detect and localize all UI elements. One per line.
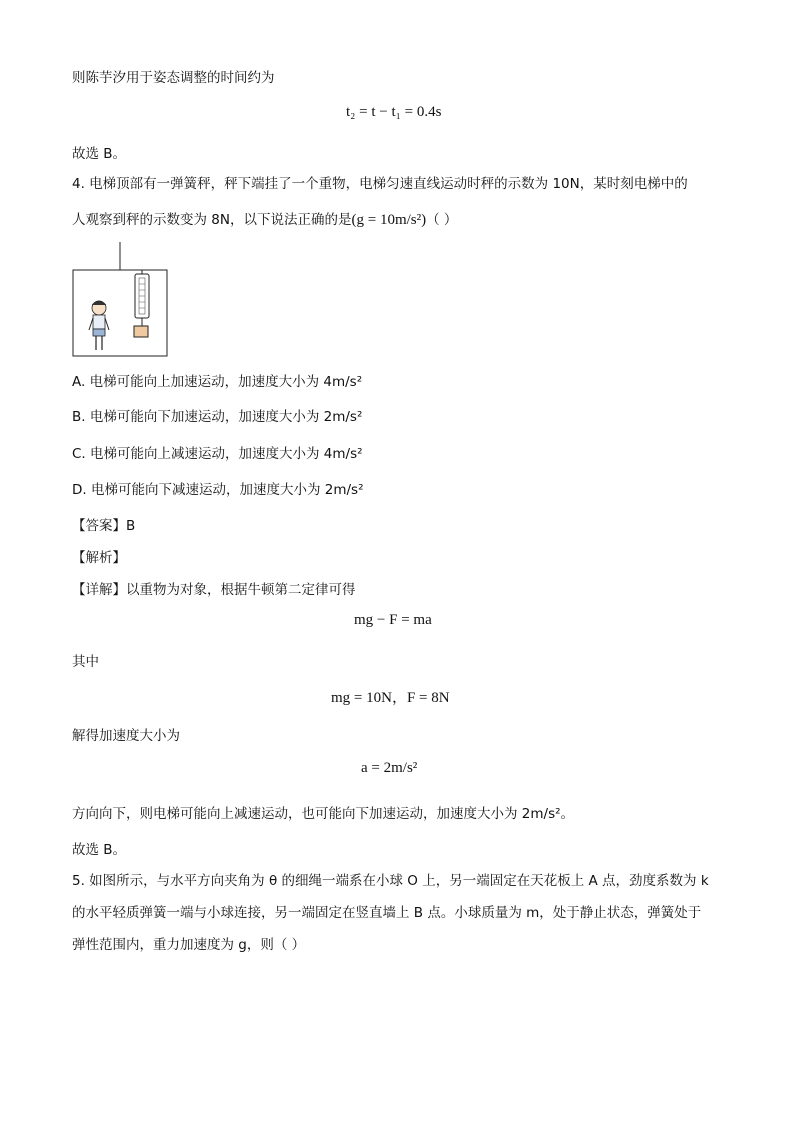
q4-option-c: C. 电梯可能向上减速运动，加速度大小为 4m/s² [72, 446, 363, 462]
q5-line2: 的水平轻质弹簧一端与小球连接，另一端固定在竖直墙上 B 点。小球质量为 m，处于静止状态，弹簧处于 [72, 905, 702, 921]
prev-text: 则陈芋汐用于姿态调整的时间约为 [72, 70, 275, 86]
q4-stem-prefix: 人观察到秤的示数变为 8N，以下说法正确的是 [72, 212, 352, 228]
q4-detail: 【详解】以重物为对象，根据牛顿第二定律可得 [72, 582, 356, 598]
q4-eq2: mg = 10N，F = 8N [331, 690, 450, 706]
q5-line3: 弹性范围内，重力加速度为 g，则（ ） [72, 937, 306, 953]
q4-direction: 方向向下，则电梯可能向上减速运动，也可能向下加速运动，加速度大小为 2m/s²。 [72, 806, 575, 822]
q4-conclusion: 故选 B。 [72, 842, 127, 858]
q4-where: 其中 [72, 654, 99, 670]
person-hair [92, 301, 106, 305]
elevator-figure [72, 242, 172, 362]
person-shorts [93, 329, 105, 336]
q4-answer: 【答案】B [72, 518, 136, 534]
person-shirt [93, 315, 105, 329]
q4-option-b: B. 电梯可能向下加速运动，加速度大小为 2m/s² [72, 409, 363, 425]
q4-option-d: D. 电梯可能向下减速运动，加速度大小为 2m/s² [72, 482, 364, 498]
q4-eq1: mg − F = ma [354, 612, 432, 628]
q4-stem-line1: 4. 电梯顶部有一弹簧秤，秤下端挂了一个重物，电梯匀速直线运动时秤的示数为 10N，某时刻电梯中的 [72, 176, 688, 192]
elevator-car [73, 270, 167, 356]
q4-option-a: A. 电梯可能向上加速运动，加速度大小为 4m/s² [72, 374, 363, 390]
q4-analysis: 【解析】 [72, 550, 126, 566]
q4-solve: 解得加速度大小为 [72, 728, 180, 744]
weight-block [134, 326, 148, 337]
q4-stem-formula: (g = 10m/s²) [351, 212, 427, 228]
elevator-diagram [72, 242, 172, 362]
q4-stem-line2 [72, 208, 457, 229]
q4-eq3: a = 2m/s² [361, 760, 418, 776]
prev-conclusion: 故选 B。 [72, 146, 127, 162]
q4-stem-blank: （ ） [426, 212, 458, 228]
prev-equation: t₂ = t − t₁ = 0.4s [346, 104, 442, 120]
q5-line1: 5. 如图所示，与水平方向夹角为 θ 的细绳一端系在小球 O 上，另一端固定在天花板上 A 点，劲度系数为 k [72, 873, 709, 889]
